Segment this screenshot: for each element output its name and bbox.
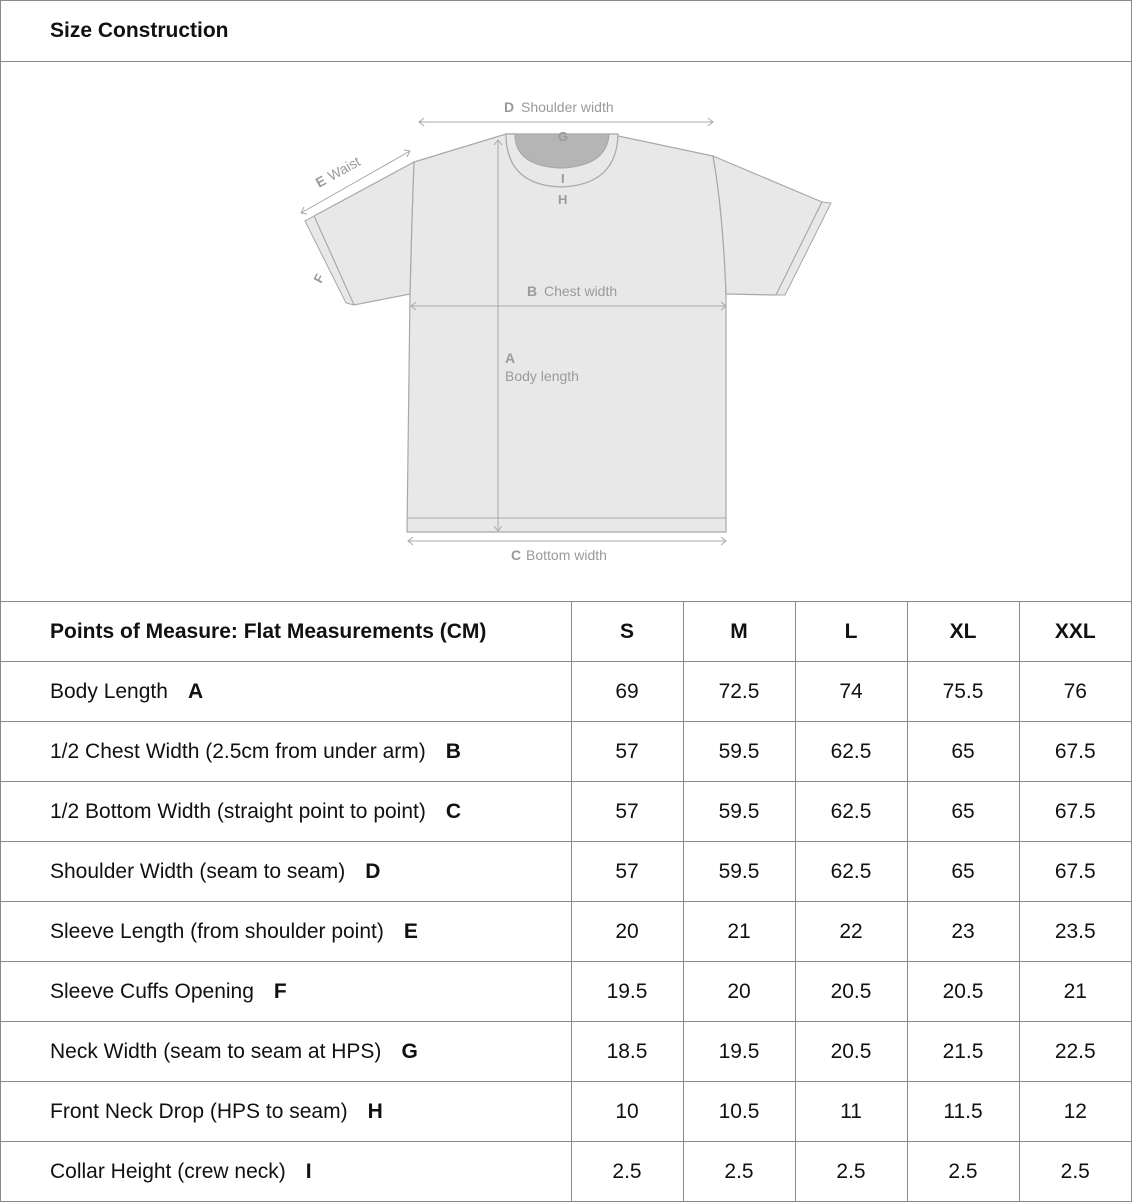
measure-label-cell — [1, 722, 571, 782]
table-cell: 2.5 — [907, 1142, 1019, 1202]
table-cell: 20 — [683, 962, 795, 1022]
left-sleeve — [314, 162, 414, 305]
table-cell: 72.5 — [683, 662, 795, 722]
table-row — [1, 842, 1131, 902]
table-cell: 21.5 — [907, 1022, 1019, 1082]
table-cell: 19.5 — [571, 962, 683, 1022]
measure-label: Collar Height (crew neck) — [50, 1159, 286, 1183]
shoulder-width-arrow — [419, 118, 713, 126]
table-cell: 62.5 — [795, 722, 907, 782]
table-cell: 2.5 — [1019, 1142, 1131, 1202]
table-cell: 10.5 — [683, 1082, 795, 1142]
table-cell: 20.5 — [795, 1022, 907, 1082]
size-header: XL — [907, 602, 1019, 662]
table-cell: 21 — [683, 902, 795, 962]
table-row — [1, 722, 1131, 782]
measure-code: H — [367, 1099, 383, 1123]
table-row — [1, 962, 1131, 1022]
measure-code: D — [365, 859, 381, 883]
label-e-text: Waist — [324, 153, 363, 184]
bottom-width-arrow — [408, 537, 726, 545]
table-cell: 10 — [571, 1082, 683, 1142]
measure-code: G — [401, 1039, 418, 1063]
tshirt-diagram — [1, 62, 1131, 602]
table-cell: 19.5 — [683, 1022, 795, 1082]
table-cell: 59.5 — [683, 842, 795, 902]
size-header: M — [683, 602, 795, 662]
measurements-table — [1, 602, 1131, 1201]
table-cell: 20.5 — [795, 962, 907, 1022]
measure-code: F — [273, 979, 287, 1003]
table-row — [1, 1142, 1131, 1202]
table-cell: 57 — [571, 782, 683, 842]
table-cell: 62.5 — [795, 782, 907, 842]
table-cell: 2.5 — [571, 1142, 683, 1202]
measure-code: C — [445, 799, 462, 823]
measure-label-cell — [1, 962, 571, 1022]
table-cell: 67.5 — [1019, 782, 1131, 842]
table-row — [1, 1082, 1131, 1142]
label-b-text: Chest width — [544, 283, 618, 299]
table-cell: 57 — [571, 722, 683, 782]
label-c-letter: C — [511, 547, 522, 563]
table-cell: 69 — [571, 662, 683, 722]
table-cell: 22 — [795, 902, 907, 962]
label-d-letter: D — [504, 99, 515, 115]
measure-label-cell — [1, 1142, 571, 1202]
table-cell: 11 — [795, 1082, 907, 1142]
table-cell: 59.5 — [683, 722, 795, 782]
table-cell: 57 — [571, 842, 683, 902]
page-title: Size Construction — [50, 19, 229, 42]
table-row — [1, 1022, 1131, 1082]
measure-label: 1/2 Bottom Width (straight point to point) — [50, 799, 426, 823]
table-cell: 21 — [1019, 962, 1131, 1022]
table-cell: 23 — [907, 902, 1019, 962]
measure-label-cell — [1, 902, 571, 962]
table-cell: 18.5 — [571, 1022, 683, 1082]
table-cell: 11.5 — [907, 1082, 1019, 1142]
measure-label: 1/2 Chest Width (2.5cm from under arm) — [50, 739, 426, 763]
table-cell: 67.5 — [1019, 842, 1131, 902]
table-cell: 20.5 — [907, 962, 1019, 1022]
measure-label: Neck Width (seam to seam at HPS) — [50, 1039, 382, 1063]
table-cell: 12 — [1019, 1082, 1131, 1142]
measure-label: Sleeve Length (from shoulder point) — [50, 919, 384, 943]
table-row — [1, 662, 1131, 722]
measure-label: Body Length — [50, 679, 168, 703]
measure-label-cell — [1, 1082, 571, 1142]
measure-code: I — [305, 1159, 312, 1183]
table-cell: 62.5 — [795, 842, 907, 902]
table-row — [1, 902, 1131, 962]
label-d-text: Shoulder width — [521, 99, 614, 115]
title-bar — [1, 1, 1131, 62]
table-cell: 75.5 — [907, 662, 1019, 722]
label-b-letter: B — [527, 283, 538, 299]
measure-code: A — [187, 679, 204, 703]
table-cell: 59.5 — [683, 782, 795, 842]
table-cell: 65 — [907, 842, 1019, 902]
label-h-letter: H — [558, 192, 568, 207]
tshirt-diagram-svg — [1, 62, 1131, 601]
measure-label: Shoulder Width (seam to seam) — [50, 859, 346, 883]
table-cell: 20 — [571, 902, 683, 962]
table-header-row — [1, 602, 1131, 662]
measure-code: E — [403, 919, 418, 943]
measure-label-cell — [1, 1022, 571, 1082]
label-f-letter: F — [310, 271, 328, 286]
size-header: L — [795, 602, 907, 662]
label-a-letter: A — [505, 350, 516, 366]
table-cell: 65 — [907, 782, 1019, 842]
measure-label-cell — [1, 662, 571, 722]
label-e-letter: E — [312, 172, 329, 191]
label-g-letter: G — [558, 129, 569, 144]
label-a-text: Body length — [505, 368, 579, 384]
table-row — [1, 782, 1131, 842]
measure-label-cell — [1, 782, 571, 842]
table-cell: 74 — [795, 662, 907, 722]
table-cell: 2.5 — [795, 1142, 907, 1202]
label-i-letter: I — [561, 171, 565, 186]
measure-code: B — [445, 739, 461, 763]
table-cell: 76 — [1019, 662, 1131, 722]
table-cell: 65 — [907, 722, 1019, 782]
measure-label: Sleeve Cuffs Opening — [50, 979, 254, 1003]
size-header: S — [571, 602, 683, 662]
table-cell: 67.5 — [1019, 722, 1131, 782]
table-cell: 23.5 — [1019, 902, 1131, 962]
label-c-text: Bottom width — [526, 547, 607, 563]
measure-label: Front Neck Drop (HPS to seam) — [50, 1099, 348, 1123]
right-sleeve — [713, 156, 822, 295]
points-of-measure-header: Points of Measure: Flat Measurements (CM) — [1, 602, 571, 662]
measure-label-cell — [1, 842, 571, 902]
size-header: XXL — [1019, 602, 1131, 662]
table-cell: 2.5 — [683, 1142, 795, 1202]
table-cell: 22.5 — [1019, 1022, 1131, 1082]
